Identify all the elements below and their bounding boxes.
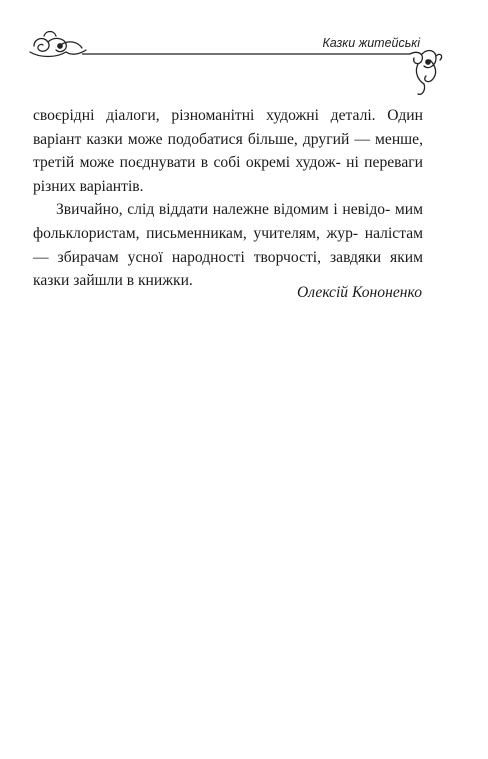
text-line: варіант казки може подобатися більше, другий — — [33, 130, 370, 148]
page-header — [0, 0, 488, 100]
swirl-ornament-icon — [30, 32, 86, 57]
header-ornament — [0, 0, 488, 100]
text-line: налістам — збирачам усної народності творчості, — [33, 224, 423, 266]
text-line: своєрідні діалоги, різноманітні художні деталі. Один — [33, 107, 423, 124]
paragraph-2 — [33, 198, 423, 292]
text-line: мим фольклористам, письменникам, учителям, жур- — [33, 201, 423, 242]
running-title: Казки житейські — [322, 36, 420, 50]
paragraph-1 — [33, 104, 423, 198]
text-line: ні переваги різних варіантів. — [33, 154, 423, 195]
text-line: Звичайно, слід віддати належне відомим і невідо- — [56, 201, 391, 219]
body-text — [33, 104, 423, 293]
text-line: менше, третій може поєднувати в собі окремі худож- — [33, 130, 423, 172]
corner-ornament-icon — [410, 51, 442, 95]
author-signature: Олексій Кононенко — [296, 284, 422, 301]
text-line: завдяки яким казки зайшли в книжки. — [33, 248, 423, 290]
